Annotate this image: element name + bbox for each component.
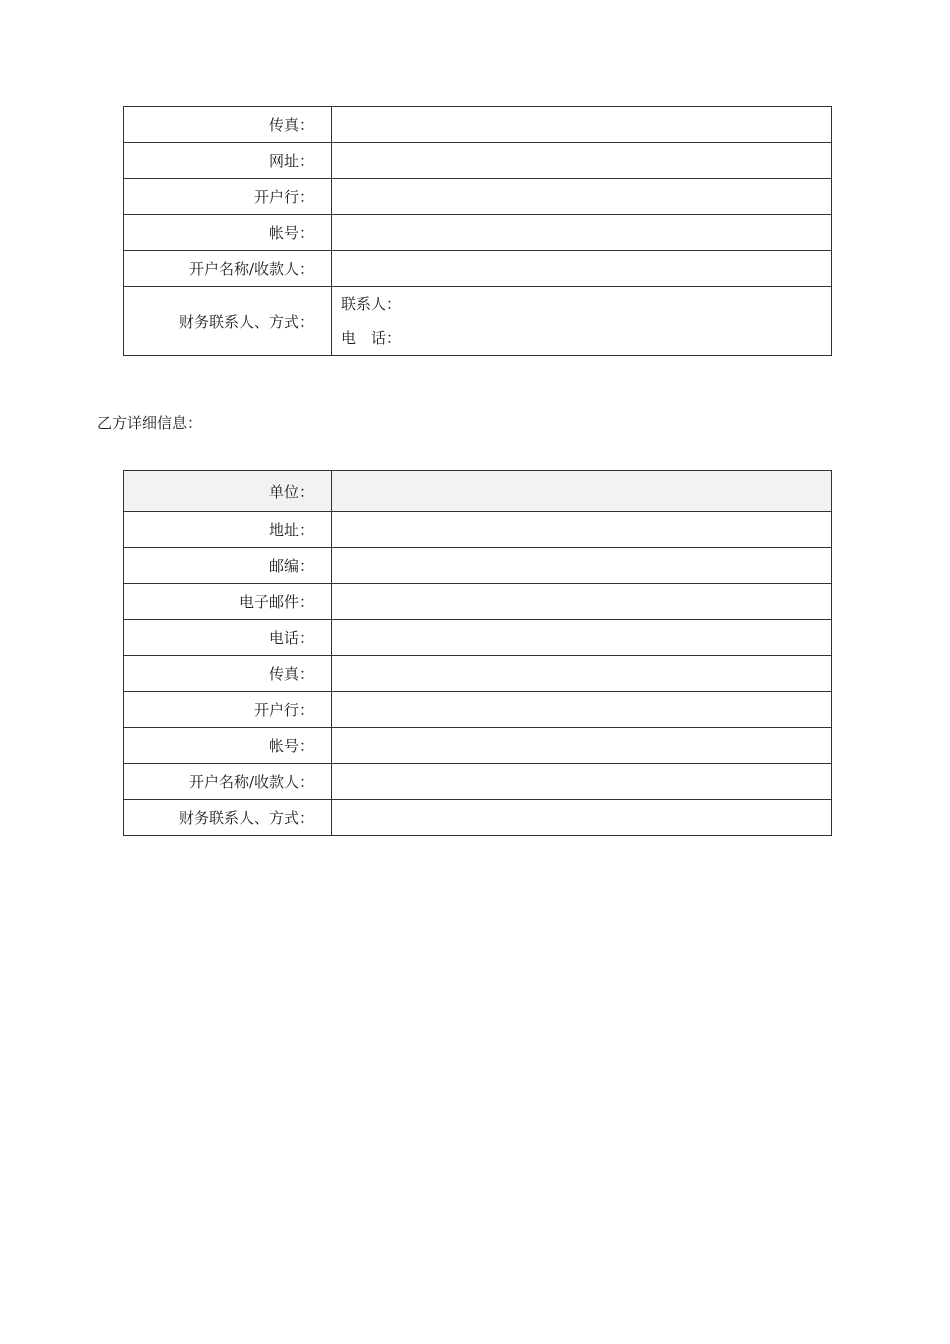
table-row: [124, 620, 832, 656]
contact-person-line[interactable]: [341, 287, 831, 321]
account-field[interactable]: [332, 728, 832, 764]
finance-contact-field[interactable]: [332, 800, 832, 836]
payee-field[interactable]: [332, 251, 832, 287]
table-row: [124, 107, 832, 143]
table-row: [124, 548, 832, 584]
table-row: [124, 728, 832, 764]
phone-field[interactable]: [332, 620, 832, 656]
account-label: 帐号：: [124, 728, 332, 764]
table-row: [124, 584, 832, 620]
postcode-label: 邮编：: [124, 548, 332, 584]
website-field[interactable]: [332, 143, 832, 179]
table-row: [124, 512, 832, 548]
bank-label: 开户行：: [124, 692, 332, 728]
table-row: [124, 215, 832, 251]
party-a-info-table: [123, 106, 832, 356]
payee-label: 开户名称/收款人：: [124, 251, 332, 287]
phone-label: 电话：: [124, 620, 332, 656]
payee-label: 开户名称/收款人：: [124, 764, 332, 800]
table-row: [124, 764, 832, 800]
postcode-field[interactable]: [332, 548, 832, 584]
website-label: 网址：: [124, 143, 332, 179]
email-label: 电子邮件：: [124, 584, 332, 620]
company-label: 单位：: [124, 471, 332, 512]
payee-field[interactable]: [332, 764, 832, 800]
fax-field[interactable]: [332, 656, 832, 692]
fax-label: 传真：: [124, 107, 332, 143]
finance-contact-label: 财务联系人、方式：: [124, 287, 332, 356]
bank-field[interactable]: [332, 692, 832, 728]
address-field[interactable]: [332, 512, 832, 548]
bank-field[interactable]: [332, 179, 832, 215]
table-row: [124, 471, 832, 512]
contact-person-label: 联系人：: [341, 295, 402, 313]
address-label: 地址：: [124, 512, 332, 548]
email-field[interactable]: [332, 584, 832, 620]
table-row: [124, 143, 832, 179]
bank-label: 开户行：: [124, 179, 332, 215]
company-field[interactable]: [332, 471, 832, 512]
table-row: [124, 179, 832, 215]
table-row: [124, 800, 832, 836]
account-field[interactable]: [332, 215, 832, 251]
party-b-info-table: [123, 470, 832, 836]
table-row: [124, 251, 832, 287]
finance-contact-cell: [332, 287, 832, 356]
party-b-heading: 乙方详细信息：: [97, 414, 203, 432]
table-row: [124, 287, 832, 356]
fax-label: 传真：: [124, 656, 332, 692]
table-row: [124, 656, 832, 692]
finance-contact-label: 财务联系人、方式：: [124, 800, 332, 836]
account-label: 帐号：: [124, 215, 332, 251]
table-row: [124, 692, 832, 728]
contact-phone-label: 电 话：: [341, 329, 402, 347]
fax-field[interactable]: [332, 107, 832, 143]
contact-phone-line[interactable]: [341, 321, 831, 355]
